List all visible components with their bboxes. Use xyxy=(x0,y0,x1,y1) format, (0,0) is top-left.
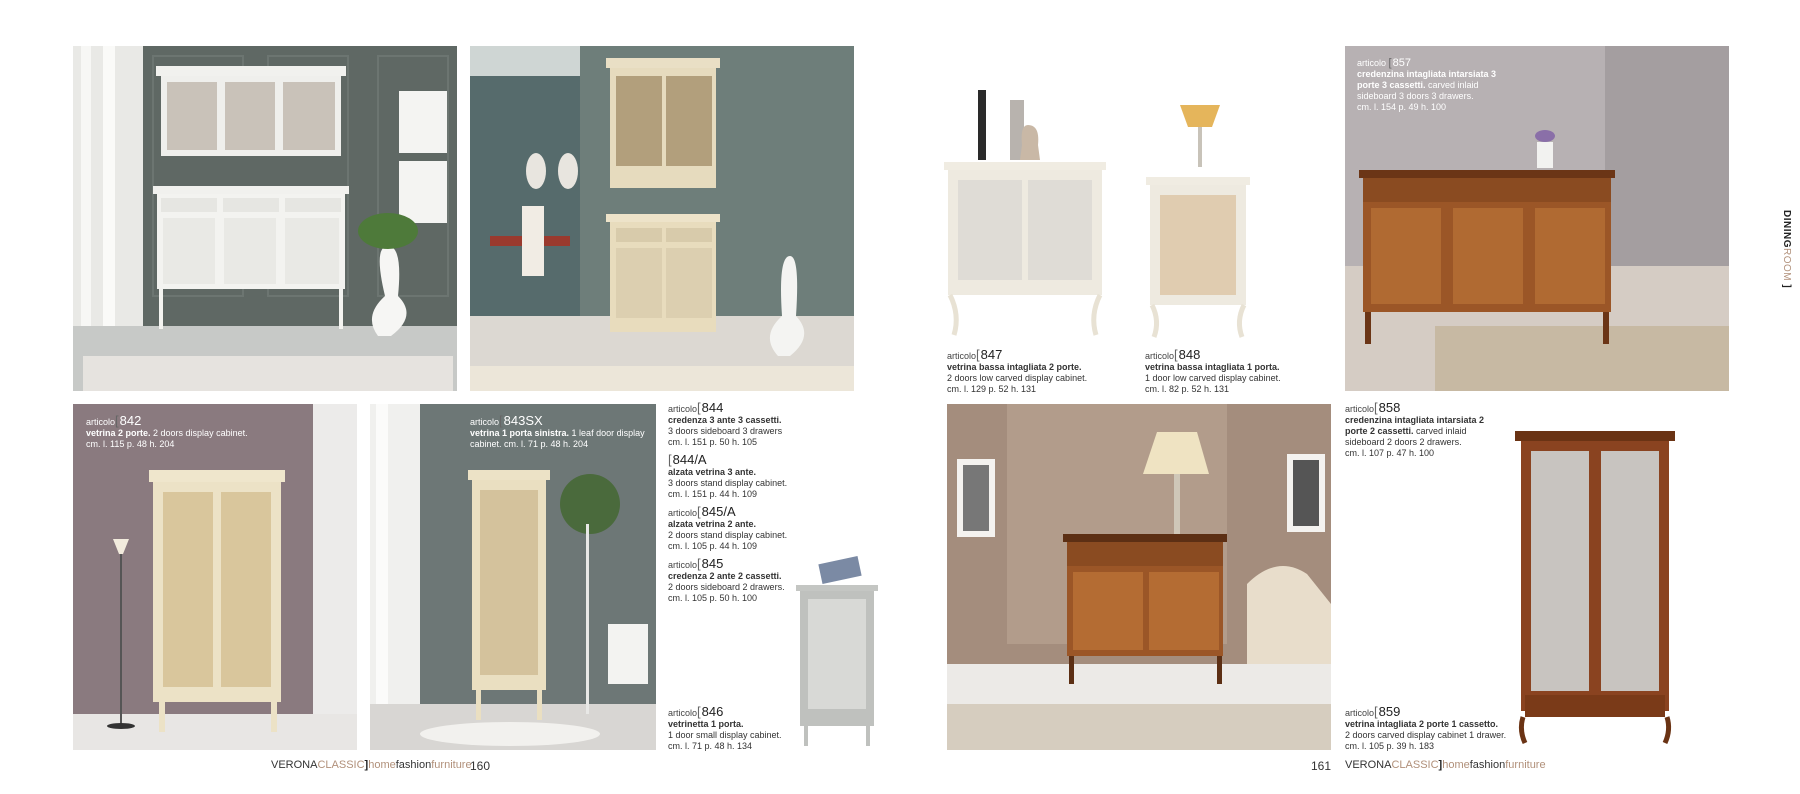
photo-display-cabinet-859 xyxy=(1505,425,1685,745)
section-tab-main: DINING xyxy=(1781,210,1792,248)
page-number-right: 161 xyxy=(1311,759,1332,773)
product-desc: 3 doors sideboard 3 drawers xyxy=(668,426,783,436)
product-dims: cm. l. 129 p. 52 h. 131 xyxy=(947,384,1037,394)
product-code: [ 843SX xyxy=(499,413,543,428)
product-title: alzata vetrina 3 ante. xyxy=(668,467,757,477)
product-title: vetrina intagliata 2 porte 1 cassetto. xyxy=(1345,719,1499,729)
product-code: [ 845/A xyxy=(697,504,736,519)
product-dims: cm. l. 154 p. 49 h. 100 xyxy=(1357,102,1447,112)
product-code: [ 844 xyxy=(697,400,723,415)
label-articolo: articolo xyxy=(668,508,698,518)
caption-846 xyxy=(668,706,788,752)
product-dims: cm. l. 71 p. 48 h. 134 xyxy=(668,741,753,751)
caption-847 xyxy=(947,349,1107,395)
product-desc: 2 doors sideboard 2 drawers. xyxy=(668,582,785,592)
label-articolo: articolo xyxy=(947,351,977,361)
product-title: credenzina intagliata intarsiata 3 porte 3 cassetti. xyxy=(1357,69,1497,90)
product-dims: cm. l. 107 p. 47 h. 100 xyxy=(1345,448,1435,458)
label-articolo: articolo xyxy=(668,708,698,718)
product-dims: cm. l. 151 p. 50 h. 105 xyxy=(668,437,758,447)
brand-name: VERONA xyxy=(271,759,318,771)
product-desc: 2 doors carved display cabinet 1 drawer. xyxy=(1345,730,1507,740)
photo-display-cabinet-843sx xyxy=(370,404,656,750)
photo-low-display-cabinets xyxy=(940,85,1260,345)
photo-display-cabinet-842 xyxy=(73,404,357,750)
brand-tag-home: home xyxy=(368,759,396,771)
product-desc: 1 door small display cabinet. xyxy=(668,730,782,740)
brand-name: VERONA xyxy=(1345,759,1392,771)
product-dims: cm. l. 115 p. 48 h. 204 xyxy=(86,439,175,449)
caption-845a xyxy=(668,506,788,552)
photo-white-sideboard xyxy=(73,46,457,391)
product-code: [ 859 xyxy=(1374,704,1400,719)
product-code: [ 858 xyxy=(1374,400,1400,415)
section-tab-dining-room: DININGROOM ] xyxy=(1781,210,1792,289)
brand-tag-furniture: furniture xyxy=(1505,759,1546,771)
section-tab-accent: ROOM xyxy=(1781,248,1792,282)
caption-848 xyxy=(1145,349,1305,395)
product-desc: 3 doors stand display cabinet. xyxy=(668,478,788,488)
product-dims: cm. l. 82 p. 52 h. 131 xyxy=(1145,384,1230,394)
product-desc: 2 doors stand display cabinet. xyxy=(668,530,788,540)
product-dims: cm. l. 151 p. 44 h. 109 xyxy=(668,489,758,499)
label-articolo: articolo xyxy=(86,417,116,427)
caption-844 xyxy=(668,402,788,448)
brand-tag-furniture: furniture xyxy=(431,759,472,771)
product-code: [ 844/A xyxy=(668,452,707,467)
product-code: [ 845 xyxy=(697,556,723,571)
caption-859 xyxy=(1345,706,1515,752)
product-code: [ 847 xyxy=(976,347,1002,362)
product-title: alzata vetrina 2 ante. xyxy=(668,519,757,529)
label-articolo: articolo xyxy=(1357,58,1387,68)
photo-small-cabinet-846 xyxy=(790,555,885,750)
product-desc: 2 doors display cabinet. xyxy=(150,428,248,438)
label-articolo: articolo xyxy=(668,404,698,414)
product-code: [ 848 xyxy=(1174,347,1200,362)
product-desc: 2 doors low carved display cabinet. xyxy=(947,373,1088,383)
product-title: vetrina 2 porte. xyxy=(86,428,151,438)
product-title: credenzina intagliata intarsiata 2 porte 2 cassetti. xyxy=(1345,415,1485,436)
label-articolo: articolo xyxy=(668,560,698,570)
photo-cream-sideboard xyxy=(470,46,854,391)
label-articolo: articolo xyxy=(1145,351,1175,361)
brand-bracket: ] xyxy=(364,759,369,771)
caption-845 xyxy=(668,558,788,604)
caption-844a xyxy=(668,454,788,500)
product-dims: cm. l. 105 p. 50 h. 100 xyxy=(668,593,758,603)
caption-842 xyxy=(86,415,286,450)
product-title: vetrina bassa intagliata 2 porte. xyxy=(947,362,1082,372)
brand-tag-fashion: fashion xyxy=(395,759,432,771)
page-number-left: 160 xyxy=(470,759,491,773)
product-code: [ 846 xyxy=(697,704,723,719)
product-desc: 1 leaf door display cabinet. cm. l. 71 p. 48 h. 204 xyxy=(470,428,645,449)
caption-857 xyxy=(1357,58,1497,113)
brand-accent: CLASSIC xyxy=(1391,759,1439,771)
product-title: credenza 2 ante 2 cassetti. xyxy=(668,571,782,581)
product-code: [ 842 xyxy=(115,413,141,428)
product-title: credenza 3 ante 3 cassetti. xyxy=(668,415,782,425)
photo-sideboard-858 xyxy=(947,404,1331,750)
product-title: vetrina 1 porta sinistra. xyxy=(470,428,570,438)
product-desc: carved inlaid sideboard 3 doors 3 drawers. xyxy=(1357,80,1479,101)
caption-843sx xyxy=(470,415,650,450)
caption-858 xyxy=(1345,402,1485,459)
brand-accent: CLASSIC xyxy=(317,759,365,771)
product-title: vetrinetta 1 porta. xyxy=(668,719,744,729)
brand-bracket: ] xyxy=(1438,759,1443,771)
product-title: vetrina bassa intagliata 1 porta. xyxy=(1145,362,1280,372)
label-articolo: articolo xyxy=(470,417,500,427)
product-dims: cm. l. 105 p. 39 h. 183 xyxy=(1345,741,1435,751)
label-articolo: articolo xyxy=(1345,708,1375,718)
brand-tag-home: home xyxy=(1442,759,1470,771)
product-dims: cm. l. 105 p. 44 h. 109 xyxy=(668,541,758,551)
brand-tag-fashion: fashion xyxy=(1469,759,1506,771)
label-articolo: articolo xyxy=(1345,404,1375,414)
footer-brand-left xyxy=(271,759,472,771)
product-desc: carved inlaid sideboard 2 doors 2 drawers. xyxy=(1345,426,1467,447)
product-desc: 1 door low carved display cabinet. xyxy=(1145,373,1281,383)
product-code: [ 857 xyxy=(1389,57,1411,69)
footer-brand-right xyxy=(1345,759,1546,771)
